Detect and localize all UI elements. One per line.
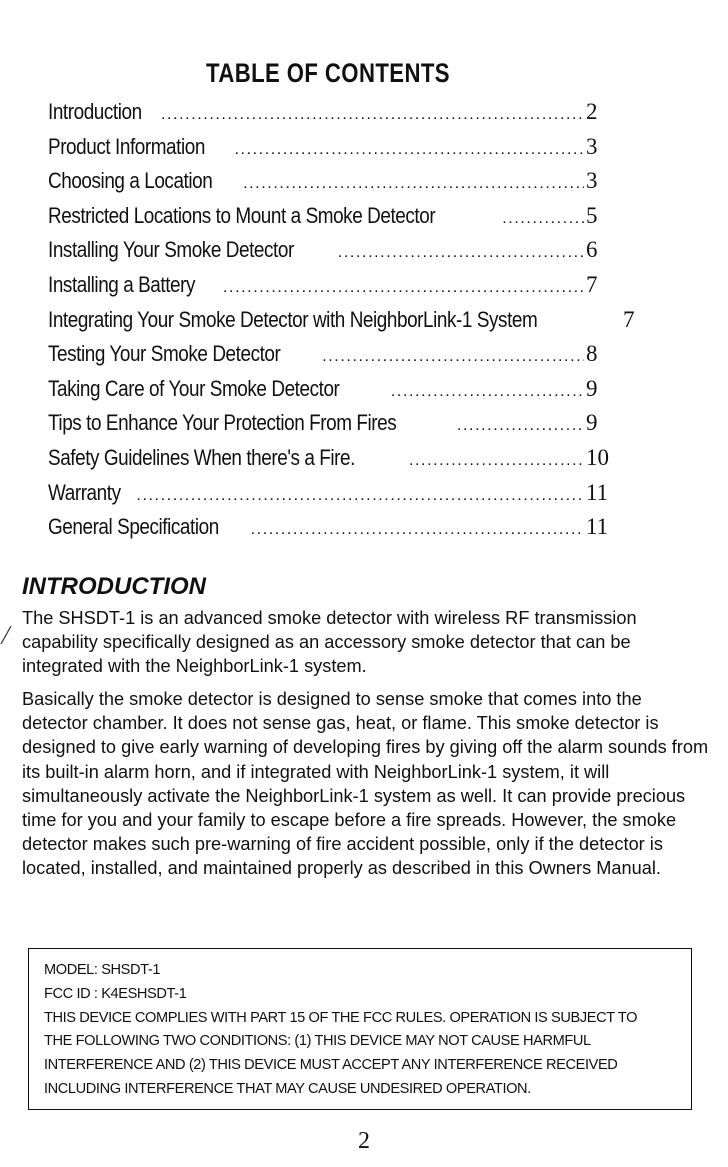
- page-number: 2: [358, 1128, 370, 1154]
- toc-entry-page: 7: [622, 306, 635, 332]
- toc-entry-choosing-location[interactable]: [48, 168, 608, 203]
- dot-leader: [136, 487, 584, 505]
- toc-entry-page: 3: [586, 168, 598, 194]
- toc-entry-general-specification[interactable]: [48, 514, 608, 549]
- dot-leader: [234, 141, 584, 159]
- table-of-contents: [48, 99, 635, 549]
- toc-entry-title: Restricted Locations to Mount a Smoke Detector: [48, 202, 436, 228]
- toc-entry-title: Warranty: [48, 479, 121, 505]
- toc-entry-page: 7: [586, 271, 598, 297]
- toc-entry-title: Taking Care of Your Smoke Detector: [48, 375, 340, 401]
- dot-leader: [409, 452, 584, 470]
- toc-entry-title: General Specification: [48, 514, 219, 540]
- toc-entry-taking-care[interactable]: [48, 376, 608, 411]
- dot-leader: [457, 417, 584, 435]
- toc-entry-product-information[interactable]: [48, 134, 608, 169]
- toc-entry-restricted-locations[interactable]: [48, 203, 608, 238]
- dot-leader: [243, 175, 584, 193]
- toc-entry-page: 5: [586, 202, 598, 228]
- toc-entry-title: Safety Guidelines When there's a Fire.: [48, 444, 355, 470]
- introduction-paragraph-2: Basically the smoke detector is designed to sense smoke that comes into the detector chamber. It does not sense gas, heat, or flame. This smoke detector is designed to give early warning of developing fires by giving off the alarm sounds from its built-in alarm horn, and if integrated with NeighborLink-1 system, it will simultaneously activate the NeighborLink-1 system as well. It can provide precious time for you and your family to escape before a fire spreads. However, the smoke detector makes such pre-warning of fire accident possible, only if the detector is located, installed, and maintained properly as described in this Owners Manual.: [22, 689, 709, 879]
- toc-entry-page: 2: [586, 99, 598, 124]
- fcc-statement-line: INCLUDING INTERFERENCE THAT MAY CAUSE UNDESIRED OPERATION.: [44, 1080, 531, 1097]
- toc-entry-page: 9: [586, 410, 598, 436]
- fcc-statement-line: THIS DEVICE COMPLIES WITH PART 15 OF THE FCC RULES. OPERATION IS SUBJECT TO: [44, 1009, 638, 1026]
- toc-entry-installing-battery[interactable]: [48, 272, 608, 307]
- dot-leader: [251, 521, 584, 539]
- toc-entry-title: Introduction: [48, 99, 142, 124]
- toc-entry-page: 8: [586, 341, 598, 367]
- margin-mark: [0, 624, 12, 646]
- toc-entry-warranty[interactable]: [48, 480, 608, 515]
- dot-leader: [161, 106, 584, 124]
- toc-entry-page: 11: [586, 479, 609, 505]
- dot-leader: [223, 279, 584, 297]
- toc-entry-testing-detector[interactable]: [48, 341, 608, 376]
- introduction-heading: INTRODUCTION: [22, 573, 206, 600]
- toc-entry-integrating-detector[interactable]: [48, 306, 635, 342]
- toc-entry-tips[interactable]: [48, 410, 608, 445]
- toc-entry-title: Testing Your Smoke Detector: [48, 341, 281, 367]
- toc-entry-safety-guidelines[interactable]: [48, 445, 608, 480]
- toc-entry-page: 3: [586, 133, 598, 159]
- toc-entry-page: 9: [586, 375, 598, 401]
- toc-entry-title: Integrating Your Smoke Detector with NeighborLink-1 System: [48, 306, 538, 332]
- toc-title: TABLE OF CONTENTS: [206, 58, 450, 88]
- toc-entry-installing-detector[interactable]: [48, 237, 608, 272]
- dot-leader: [322, 348, 584, 366]
- fcc-statement-line: INTERFERENCE AND (2) THIS DEVICE MUST ACCEPT ANY INTERFERENCE RECEIVED: [44, 1057, 618, 1074]
- dot-leader: [391, 383, 584, 401]
- introduction-paragraph-1: The SHSDT-1 is an advanced smoke detector with wireless RF transmission capability specifically designed as an accessory smoke detector that can be integrated with the NeighborLink-1 system.: [22, 608, 637, 677]
- dot-leader: [338, 244, 584, 262]
- toc-entry-page: 11: [586, 514, 609, 540]
- toc-entry-title: Installing a Battery: [48, 271, 196, 297]
- fcc-statement-line: THE FOLLOWING TWO CONDITIONS: (1) THIS DEVICE MAY NOT CAUSE HARMFUL: [44, 1033, 591, 1050]
- toc-entry-page: 10: [586, 444, 609, 470]
- fcc-id-line: FCC ID : K4ESHSDT-1: [44, 985, 187, 1002]
- toc-entry-title: Installing Your Smoke Detector: [48, 237, 294, 263]
- toc-entry-introduction[interactable]: [48, 99, 608, 134]
- toc-entry-title: Product Information: [48, 133, 205, 159]
- fcc-notice-box: [28, 948, 692, 1110]
- toc-entry-title: Tips to Enhance Your Protection From Fires: [48, 410, 397, 436]
- toc-entry-title: Choosing a Location: [48, 168, 213, 194]
- toc-entry-page: 6: [586, 237, 598, 263]
- fcc-model-line: MODEL: SHSDT-1: [44, 962, 161, 978]
- dot-leader: [502, 210, 584, 228]
